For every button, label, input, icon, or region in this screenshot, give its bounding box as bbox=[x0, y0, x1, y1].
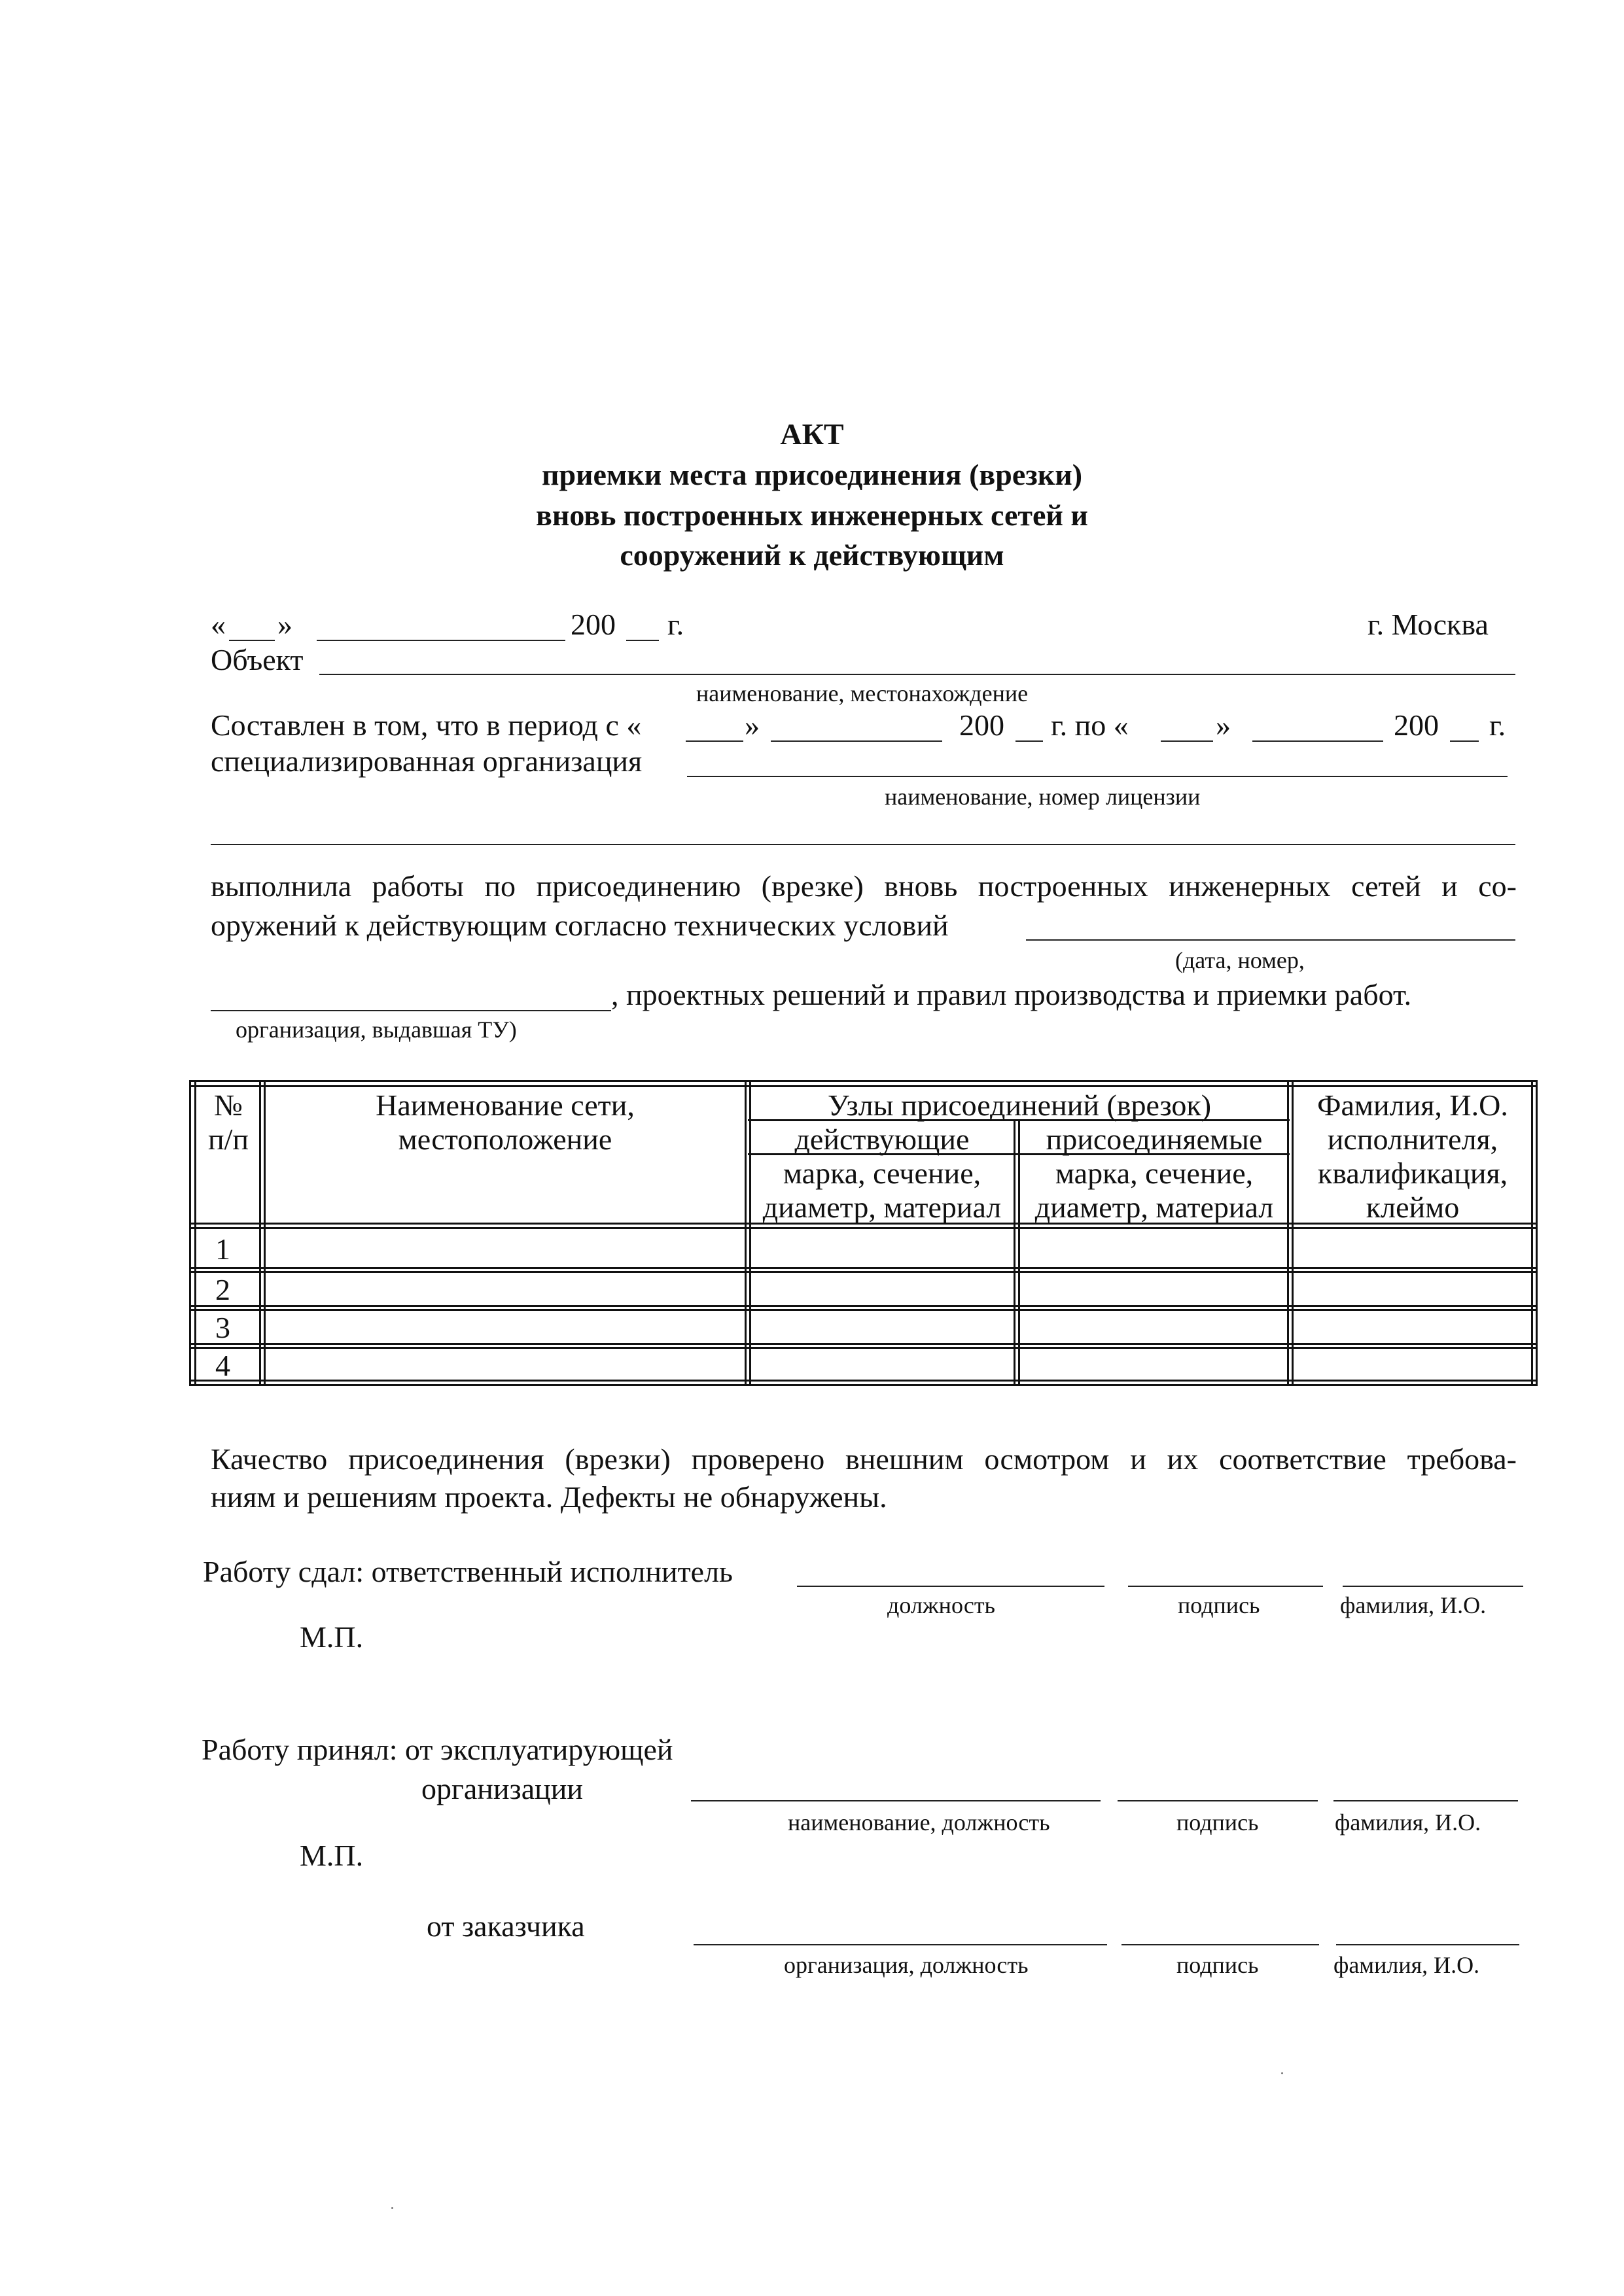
row-rule-1 bbox=[189, 1267, 1538, 1269]
header-bottom-rule-2 bbox=[189, 1227, 1538, 1229]
date-open-quote: « bbox=[211, 608, 226, 641]
period-year-2: 200 bbox=[1394, 708, 1439, 742]
th-attached: присоединяемые bbox=[1046, 1122, 1263, 1156]
doc-subtitle-3: сооружений к действующим bbox=[620, 538, 1004, 572]
customer-signature-caption: подпись bbox=[1176, 1952, 1259, 1978]
connections-table bbox=[189, 1080, 1538, 1385]
doc-title: АКТ bbox=[780, 417, 844, 451]
table-row-number: 4 bbox=[215, 1349, 230, 1382]
customer-name-caption: фамилия, И.О. bbox=[1333, 1952, 1480, 1978]
acceptance-stamp: М.П. bbox=[300, 1839, 364, 1872]
org-label: специализированная организация bbox=[211, 744, 643, 778]
acceptance-name-caption: фамилия, И.О. bbox=[1335, 1809, 1481, 1835]
th-person-3: квалификация, bbox=[1317, 1157, 1508, 1190]
table-border-top bbox=[189, 1080, 1538, 1082]
org-caption: наименование, номер лицензии bbox=[885, 784, 1201, 810]
row-rule-2 bbox=[189, 1305, 1538, 1307]
period-year-2-blank[interactable] bbox=[1450, 740, 1479, 742]
scan-speck bbox=[391, 2207, 393, 2209]
th-name-line1: Наименование сети, bbox=[376, 1088, 635, 1122]
table-border-right bbox=[1536, 1080, 1538, 1386]
para1-line1: выполнила работы по присоединению (врезке) вновь построенных инженерных сетей и со- bbox=[211, 869, 1517, 903]
th-existing-spec-2: диаметр, материал bbox=[762, 1191, 1002, 1224]
org-field-line-2[interactable] bbox=[211, 844, 1515, 845]
handover-signature-line[interactable] bbox=[1128, 1586, 1323, 1587]
date-year-suffix: г. bbox=[667, 608, 684, 641]
acceptance-label-2: организации bbox=[421, 1772, 583, 1805]
table-border-bottom bbox=[189, 1380, 1538, 1382]
object-caption: наименование, местонахождение bbox=[696, 680, 1029, 706]
row-rule-2b bbox=[189, 1309, 1538, 1311]
table-row-number: 3 bbox=[215, 1311, 230, 1344]
date-month-blank[interactable] bbox=[317, 640, 565, 641]
quality-line2: ниям и решениям проекта. Дефекты не обнаружены. bbox=[211, 1480, 887, 1514]
handover-name-line[interactable] bbox=[1343, 1586, 1523, 1587]
tu-caption: (дата, номер, bbox=[1175, 947, 1305, 973]
th-person-1: Фамилия, И.О. bbox=[1317, 1088, 1508, 1122]
acceptance-label: Работу принял: от эксплуатирующей bbox=[202, 1733, 673, 1766]
period-day-2-blank[interactable] bbox=[1161, 740, 1213, 742]
th-attached-spec-1: марка, сечение, bbox=[1055, 1157, 1254, 1190]
th-num-line2: п/п bbox=[207, 1122, 249, 1156]
para1-line2: оружений к действующим согласно технических условий bbox=[211, 909, 949, 942]
period-close-quote-1: » bbox=[745, 708, 760, 742]
customer-org-caption: организация, должность bbox=[784, 1952, 1029, 1978]
acceptance-org-caption: наименование, должность bbox=[788, 1809, 1050, 1835]
table-border-bottom-inner bbox=[189, 1384, 1538, 1386]
quality-line1: Качество присоединения (врезки) проверено внешним осмотром и их соответствие требова- bbox=[211, 1442, 1517, 1476]
tu-caption-2: организация, выдавшая ТУ) bbox=[236, 1017, 517, 1043]
handover-position-caption: должность bbox=[887, 1592, 995, 1618]
period-text-start: Составлен в том, что в период с « bbox=[211, 708, 642, 742]
th-name-line2: местоположение bbox=[398, 1122, 612, 1156]
row-rule-1b bbox=[189, 1271, 1538, 1273]
th-person-4: клеймо bbox=[1366, 1191, 1460, 1224]
object-label: Объект bbox=[211, 643, 304, 676]
th-existing-spec-1: марка, сечение, bbox=[783, 1157, 981, 1190]
period-month-1-blank[interactable] bbox=[771, 740, 942, 742]
customer-name-line[interactable] bbox=[1336, 1944, 1519, 1945]
table-row-number: 1 bbox=[215, 1232, 230, 1266]
scan-speck bbox=[1281, 2072, 1283, 2074]
acceptance-org-line[interactable] bbox=[691, 1800, 1101, 1801]
handover-stamp: М.П. bbox=[300, 1620, 364, 1654]
acceptance-signature-caption: подпись bbox=[1176, 1809, 1259, 1835]
date-close-quote: » bbox=[277, 608, 292, 641]
acceptance-name-line[interactable] bbox=[1333, 1800, 1518, 1801]
customer-org-line[interactable] bbox=[694, 1944, 1107, 1945]
city-label: г. Москва bbox=[1368, 608, 1489, 641]
col-rule-1b bbox=[264, 1080, 266, 1386]
acceptance-signature-line[interactable] bbox=[1118, 1800, 1318, 1801]
col-rule-2 bbox=[745, 1080, 747, 1386]
th-attached-spec-2: диаметр, материал bbox=[1034, 1191, 1274, 1224]
th-num-line1: № bbox=[214, 1088, 243, 1122]
date-day-blank[interactable] bbox=[229, 640, 275, 641]
period-day-1-blank[interactable] bbox=[686, 740, 743, 742]
table-border-left bbox=[189, 1080, 191, 1386]
tu-org-field-line[interactable] bbox=[211, 1010, 611, 1011]
date-year-blank[interactable] bbox=[626, 640, 659, 641]
row-rule-3 bbox=[189, 1343, 1538, 1345]
period-mid-text: г. по « bbox=[1051, 708, 1129, 742]
col-rule-3 bbox=[1014, 1119, 1015, 1386]
th-person-2: исполнителя, bbox=[1327, 1122, 1498, 1156]
period-close-quote-2: » bbox=[1216, 708, 1231, 742]
period-end-g: г. bbox=[1489, 708, 1506, 742]
object-field-line[interactable] bbox=[319, 674, 1515, 675]
table-border-top-inner bbox=[189, 1085, 1538, 1087]
period-month-2-blank[interactable] bbox=[1252, 740, 1383, 742]
period-year-1: 200 bbox=[959, 708, 1004, 742]
doc-subtitle-1: приемки места присоединения (врезки) bbox=[541, 458, 1083, 491]
customer-label: от заказчика bbox=[427, 1909, 585, 1943]
para1-line3: , проектных решений и правил производства и приемки работ. bbox=[611, 978, 1412, 1011]
customer-signature-line[interactable] bbox=[1121, 1944, 1319, 1945]
date-year: 200 bbox=[571, 608, 616, 641]
handover-name-caption: фамилия, И.О. bbox=[1340, 1592, 1487, 1618]
th-existing: действующие bbox=[794, 1122, 970, 1156]
table-row-number: 2 bbox=[215, 1273, 230, 1306]
th-nodes: Узлы присоединений (врезок) bbox=[827, 1088, 1212, 1122]
org-field-line[interactable] bbox=[687, 776, 1508, 777]
period-year-1-blank[interactable] bbox=[1015, 740, 1043, 742]
row-rule-3b bbox=[189, 1347, 1538, 1349]
handover-label: Работу сдал: ответственный исполнитель bbox=[203, 1555, 733, 1588]
doc-subtitle-2: вновь построенных инженерных сетей и bbox=[536, 498, 1088, 532]
handover-signature-caption: подпись bbox=[1178, 1592, 1260, 1618]
handover-position-line[interactable] bbox=[797, 1586, 1104, 1587]
tu-field-line[interactable] bbox=[1026, 939, 1515, 941]
